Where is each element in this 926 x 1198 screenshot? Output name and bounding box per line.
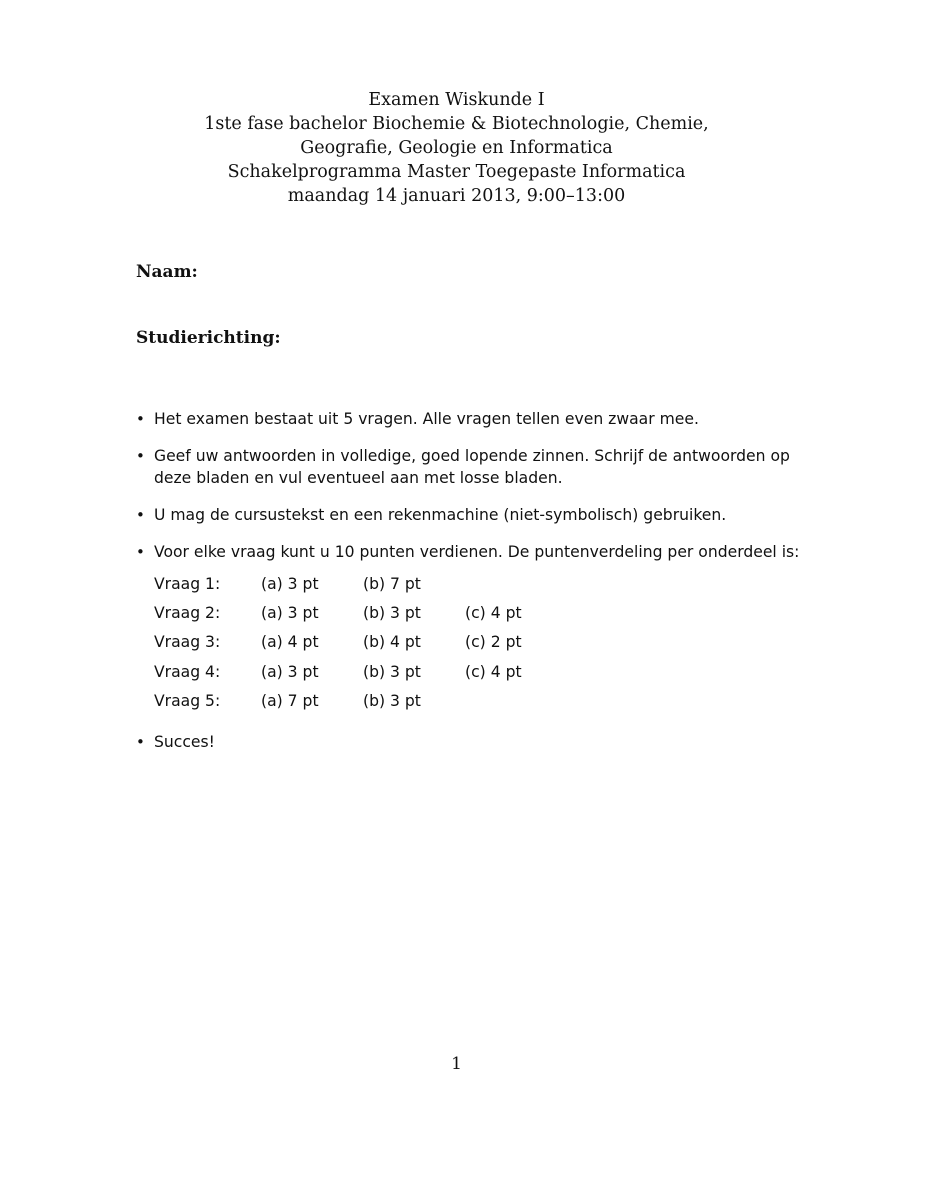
table-row xyxy=(154,657,565,686)
bullet-icon: • xyxy=(136,732,145,751)
list-item xyxy=(136,541,816,716)
list-item xyxy=(136,408,816,430)
exam-programs-line-1: 1ste fase bachelor Biochemie & Biotechnologie, Chemie, xyxy=(204,114,709,134)
instruction-text: U mag de cursustekst en een rekenmachine (niet-symbolisch) gebruiken. xyxy=(154,506,727,524)
page-number: 1 xyxy=(451,1054,462,1074)
instructions-list xyxy=(136,408,816,768)
points-distribution-table xyxy=(154,569,565,716)
part-a-points: (a) 7 pt xyxy=(261,692,319,711)
list-item xyxy=(136,445,816,489)
question-label: Vraag 2: xyxy=(154,604,221,623)
part-c-points: (c) 4 pt xyxy=(465,604,522,623)
exam-title: Examen Wiskunde I xyxy=(368,90,545,110)
name-field-label: Naam: xyxy=(136,262,198,282)
part-b-points: (b) 3 pt xyxy=(363,692,421,711)
table-row xyxy=(154,569,565,598)
table-row xyxy=(154,628,565,657)
exam-programs-line-3: Schakelprogramma Master Toegepaste Informatica xyxy=(227,162,686,182)
part-b-points: (b) 3 pt xyxy=(363,662,421,681)
part-c-points xyxy=(465,687,565,716)
study-program-field-label: Studierichting: xyxy=(136,328,281,348)
list-item xyxy=(136,731,816,753)
instruction-text: Geef uw antwoorden in volledige, goed lopende zinnen. Schrijf de antwoorden op deze bladen en vul eventueel aan met losse bladen. xyxy=(154,447,790,487)
part-b-points: (b) 3 pt xyxy=(363,604,421,623)
bullet-icon: • xyxy=(136,410,145,428)
instruction-text: Succes! xyxy=(154,732,215,751)
bullet-icon: • xyxy=(136,543,145,561)
bullet-icon: • xyxy=(136,506,145,524)
part-c-points xyxy=(465,569,565,598)
instruction-text: Voor elke vraag kunt u 10 punten verdienen. De puntenverdeling per onderdeel is: xyxy=(154,543,800,561)
table-row xyxy=(154,598,565,627)
part-b-points: (b) 7 pt xyxy=(363,574,421,593)
exam-programs-line-2: Geografie, Geologie en Informatica xyxy=(300,138,613,158)
part-b-points: (b) 4 pt xyxy=(363,633,421,652)
part-c-points: (c) 2 pt xyxy=(465,633,522,652)
instruction-text: Het examen bestaat uit 5 vragen. Alle vragen tellen even zwaar mee. xyxy=(154,410,699,428)
part-a-points: (a) 3 pt xyxy=(261,604,319,623)
part-a-points: (a) 3 pt xyxy=(261,574,319,593)
part-a-points: (a) 3 pt xyxy=(261,662,319,681)
question-label: Vraag 4: xyxy=(154,662,221,681)
bullet-icon: • xyxy=(136,447,145,465)
question-label: Vraag 5: xyxy=(154,692,221,711)
table-row xyxy=(154,687,565,716)
part-a-points: (a) 4 pt xyxy=(261,633,319,652)
part-c-points: (c) 4 pt xyxy=(465,662,522,681)
exam-date: maandag 14 januari 2013, 9:00–13:00 xyxy=(287,186,626,206)
list-item xyxy=(136,504,816,526)
question-label: Vraag 3: xyxy=(154,633,221,652)
exam-header xyxy=(0,88,913,208)
question-label: Vraag 1: xyxy=(154,574,221,593)
